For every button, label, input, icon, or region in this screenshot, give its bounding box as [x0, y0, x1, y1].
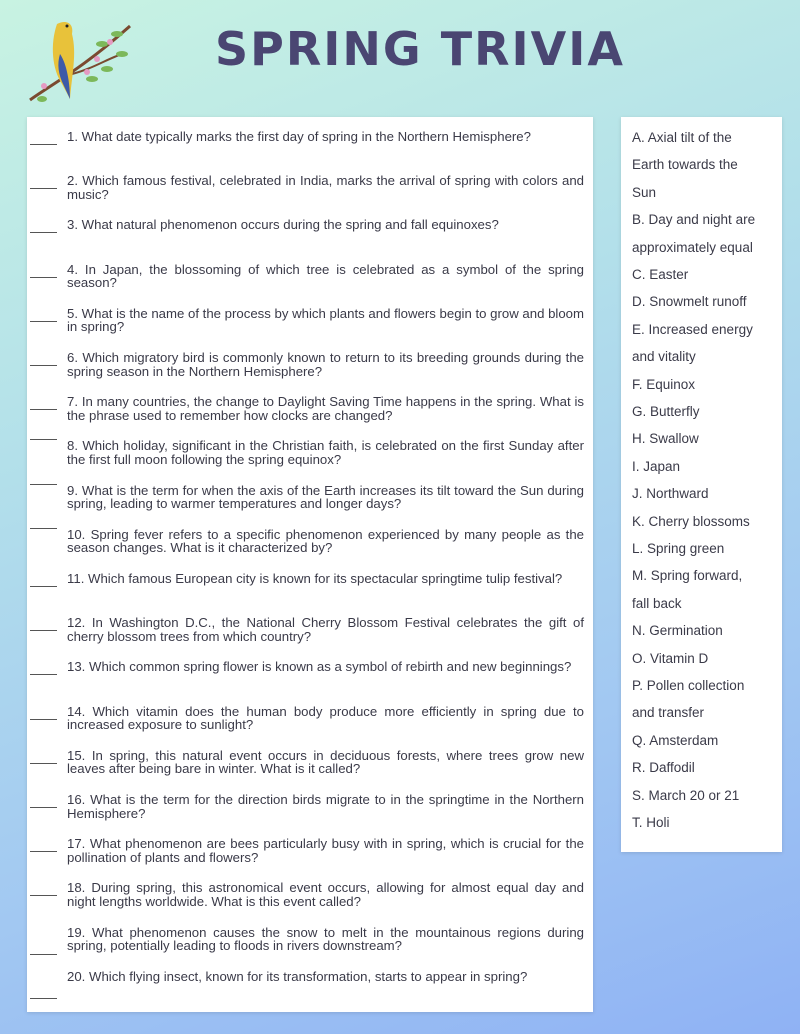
answer-option: Q. Amsterdam: [632, 732, 719, 748]
answer-blank[interactable]: [30, 232, 57, 233]
question-text: 11. Which famous European city is known for its spectacular springtime tulip festival?: [67, 571, 563, 586]
question-text: 16. What is the term for the direction birds migrate to in the springtime in the Northern Hemisphere?: [67, 792, 584, 821]
answer-blank[interactable]: [30, 807, 57, 808]
question-text: 17. What phenomenon are bees particularly busy with in spring, which is crucial for the pollination of plants and flowers?: [67, 836, 584, 865]
question-text: 3. What natural phenomenon occurs during the spring and fall equinoxes?: [67, 217, 499, 233]
answer-option: and transfer: [632, 705, 705, 721]
answer-blank[interactable]: [30, 528, 57, 529]
questions-panel: [27, 117, 593, 1012]
answer-option: approximately equal: [632, 239, 753, 255]
question-text: 6. Which migratory bird is commonly known to return to its breeding grounds during the spring season in the Northern Hemisphere?: [67, 350, 584, 379]
answer-blank[interactable]: [30, 763, 57, 764]
question-text: 15. In spring, this natural event occurs in deciduous forests, where trees grow new leaves after being bare in winter. What is it called?: [67, 747, 584, 777]
answer-option: T. Holi: [632, 815, 670, 830]
page-title: SPRING TRIVIA: [215, 22, 625, 76]
answer-blank[interactable]: [30, 321, 57, 322]
answer-option: R. Daffodil: [632, 760, 695, 776]
answer-option: S. March 20 or 21: [632, 787, 740, 803]
answer-blank[interactable]: [30, 439, 57, 440]
question-text: 12. In Washington D.C., the National Cherry Blossom Festival celebrates the gift of cherry blossom trees from which country?: [67, 615, 584, 644]
answer-option: M. Spring forward,: [632, 568, 743, 584]
answer-blank[interactable]: [30, 954, 57, 955]
answer-option: C. Easter: [632, 267, 689, 282]
answer-option: N. Germination: [632, 623, 723, 639]
answer-blank[interactable]: [30, 998, 57, 999]
answer-option: fall back: [632, 595, 682, 611]
question-text: 1. What date typically marks the first day of spring in the Northern Hemisphere?: [67, 129, 531, 144]
question-text: 2. Which famous festival, celebrated in India, marks the arrival of spring with colors and music?: [67, 173, 584, 202]
question-text: 13. Which common spring flower is known as a symbol of rebirth and new beginnings?: [67, 659, 572, 675]
question-text: 10. Spring fever refers to a specific phenomenon experienced by many people as the season changes. What is it characterized by?: [67, 526, 584, 556]
answer-blank[interactable]: [30, 188, 57, 189]
answer-option: E. Increased energy: [632, 321, 753, 337]
answer-option: F. Equinox: [632, 376, 696, 392]
question-text: 4. In Japan, the blossoming of which tree is celebrated as a symbol of the spring season?: [67, 261, 584, 291]
answer-blank[interactable]: [30, 484, 57, 485]
question-text: 7. In many countries, the change to Daylight Saving Time happens in the spring. What is the phrase used to remember how clocks are changed?: [67, 394, 584, 423]
answer-option: I. Japan: [632, 458, 681, 474]
question-text: 5. What is the name of the process by which plants and flowers begin to grow and bloom in spring?: [67, 305, 584, 335]
question-text: 20. Which flying insect, known for its transformation, starts to appear in spring?: [67, 968, 528, 984]
answer-option: Sun: [632, 184, 657, 200]
answer-option: A. Axial tilt of the: [632, 130, 732, 145]
answer-option: D. Snowmelt runoff: [632, 294, 747, 310]
answer-blank[interactable]: [30, 409, 57, 410]
answer-option: O. Vitamin D: [632, 650, 709, 666]
answer-blank[interactable]: [30, 365, 57, 366]
answer-blank[interactable]: [30, 630, 57, 631]
answer-option: Earth towards the: [632, 157, 738, 173]
answer-blank[interactable]: [30, 719, 57, 720]
answer-option: G. Butterfly: [632, 404, 700, 419]
question-text: 19. What phenomenon causes the snow to melt in the mountainous regions during spring, potentially leading to floods in rivers downstream?: [67, 924, 584, 954]
question-text: 18. During spring, this astronomical event occurs, allowing for almost equal day and night lengths worldwide. What is this event called?: [67, 880, 584, 909]
answer-option: K. Cherry blossoms: [632, 513, 750, 529]
answer-option: L. Spring green: [632, 541, 725, 556]
answer-option: P. Pollen collection: [632, 678, 745, 693]
answer-option: H. Swallow: [632, 431, 699, 447]
answer-option: and vitality: [632, 349, 696, 365]
answer-blank[interactable]: [30, 674, 57, 675]
question-text: 9. What is the term for when the axis of the Earth increases its tilt toward the Sun during spring, leading to warmer temperatures and longer days?: [67, 482, 584, 512]
answer-blank[interactable]: [30, 277, 57, 278]
answer-blank[interactable]: [30, 895, 57, 896]
answers-panel: [621, 117, 782, 852]
answer-blank[interactable]: [30, 144, 57, 145]
question-text: 8. Which holiday, significant in the Christian faith, is celebrated on the first Sunday after the first full moon following the spring equinox?: [67, 438, 584, 467]
answer-blank[interactable]: [30, 851, 57, 852]
answer-option: B. Day and night are: [632, 212, 756, 228]
answer-blank[interactable]: [30, 586, 57, 587]
question-text: 14. Which vitamin does the human body produce more efficiently in spring due to increased exposure to sunlight?: [67, 703, 584, 733]
answer-option: J. Northward: [632, 486, 709, 502]
